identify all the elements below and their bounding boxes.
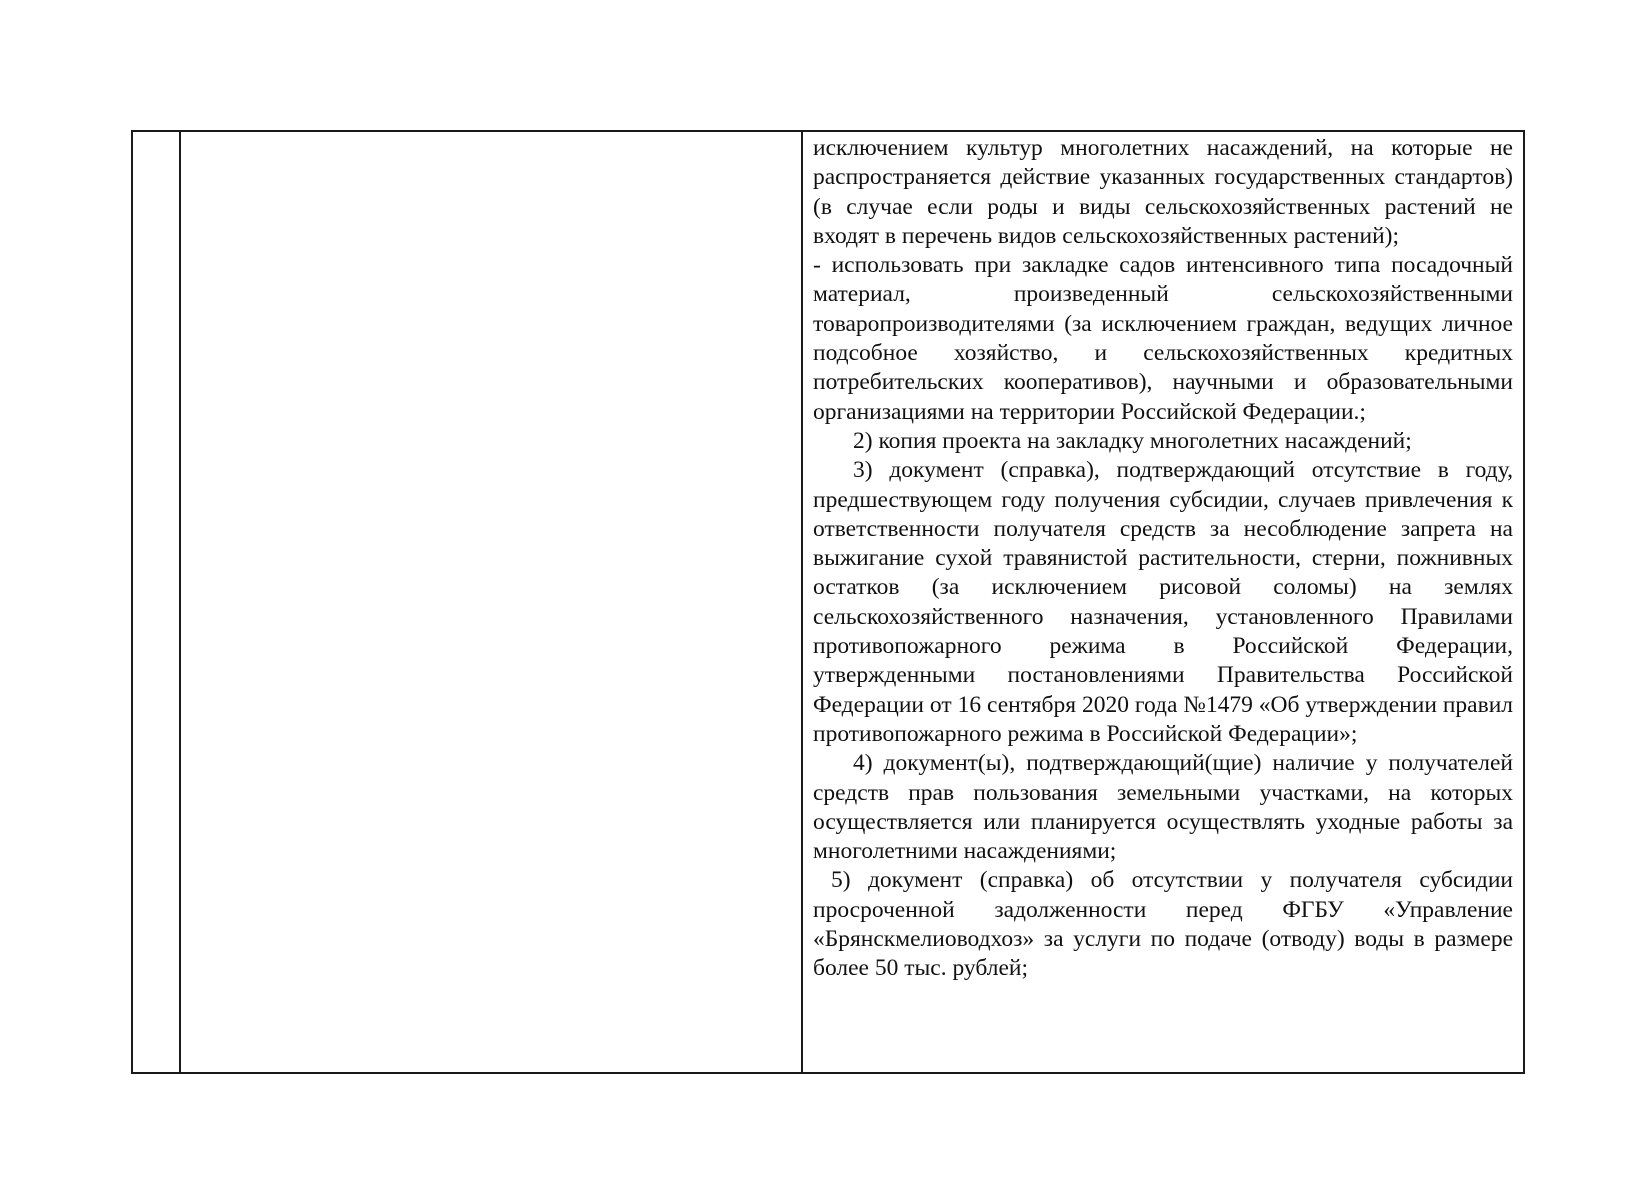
document-table: [131, 130, 1525, 1074]
paragraph-item-5: 5) документ (справка) об отсутствии у получателя субсидии просроченной задолженности перед ФГБУ «Управление «Брянскмелиоводхоз» за услуги по подаче (отводу) воды в размере более 50 тыс. рублей;: [813, 867, 1513, 982]
paragraph-item-3: 3) документ (справка), подтверждающий отсутствие в году, предшествующем году получения субсидии, случаев привлечения к ответственности получателя средств за несоблюдение запрета на выжигание сухой травянистой растительности, стерни, пожнивных остатков (за исключением рисовой соломы) на землях сельскохозяйственного назначения, установленного Правилами противопожарного режима в Российской Федерации, утвержденными постановлениями Правительства Российской Федерации от 16 сентября 2020 года №1479 «Об утверждении правил противопожарного режима в Российской Федерации»;: [813, 457, 1513, 747]
paragraph-item-2: 2) копия проекта на закладку многолетних насаждений;: [853, 427, 1412, 454]
table-column-number: [133, 132, 181, 1072]
table-column-requirements: [803, 132, 1523, 1072]
paragraph-item-4: 4) документ(ы), подтверждающий(щие) наличие у получателей средств прав пользования земельными участками, на которых осуществляется или планируется осуществлять уходные работы за многолетними насаждениями;: [813, 750, 1513, 865]
table-column-name: [181, 132, 803, 1072]
paragraph-planting-material: - использовать при закладке садов интенсивного типа посадочный материал, произведенный сельскохозяйственными товаропроизводителями (за исключением граждан, ведущих личное подсобное хозяйство, и сельскохозяйственных кредитных потребительских кооперативов), научными и образовательными организациями на территории Российской Федерации.;: [813, 252, 1513, 425]
paragraph-continuation: исключением культур многолетних насаждений, на которые не распространяется действие указанных государственных стандартов) (в случае если роды и виды сельскохозяйственных растений не входят в перечень видов сельскохозяйственных растений);: [813, 135, 1513, 249]
